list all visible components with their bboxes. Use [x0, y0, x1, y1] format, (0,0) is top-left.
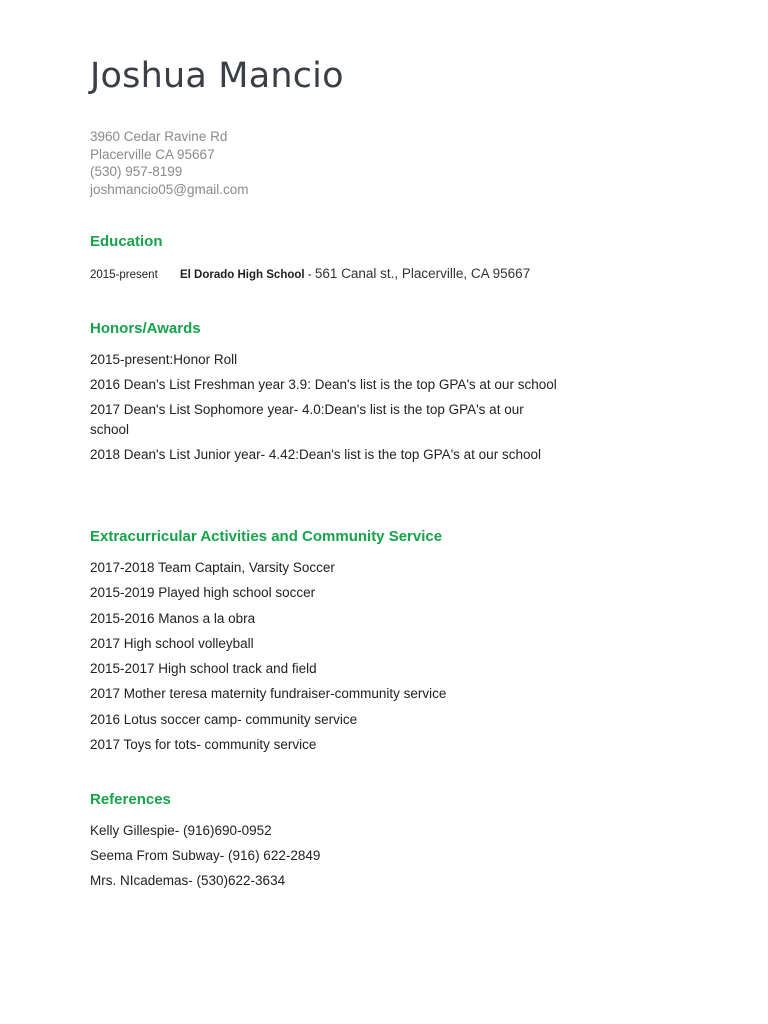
education-school: El Dorado High School	[180, 269, 305, 281]
contact-block	[90, 128, 249, 198]
list-item: 2017 Mother teresa maternity fundraiser-community service	[90, 686, 447, 702]
address-line-2: Placerville CA 95667	[90, 146, 215, 162]
education-address: 561 Canal st., Placerville, CA 95667	[314, 266, 531, 281]
list-item: Mrs. NIcademas- (530)622-3634	[90, 873, 286, 888]
extracurricular-heading: Extracurricular Activities and Community Service	[90, 528, 443, 545]
list-item: 2017-2018 Team Captain, Varsity Soccer	[90, 560, 335, 575]
references-list	[90, 821, 560, 896]
list-item: 2017 Dean's List Sophomore year- 4.0:Dean's list is the top GPA's at our school	[90, 402, 524, 437]
email-address: joshmancio05@gmail.com	[90, 181, 249, 197]
list-item: 2015-present:Honor Roll	[90, 352, 238, 367]
list-item: 2018 Dean's List Junior year- 4.42:Dean's list is the top GPA's at our school	[90, 447, 541, 462]
education-entry	[90, 265, 530, 283]
list-item: 2015-2016 Manos a la obra	[90, 610, 256, 626]
list-item: 2016 Dean's List Freshman year 3.9: Dean's list is the top GPA's at our school	[90, 377, 557, 392]
education-years: 2015-present	[90, 269, 158, 281]
education-heading: Education	[90, 233, 163, 250]
phone-number: (530) 957-8199	[90, 164, 183, 179]
list-item: Kelly Gillespie- (916)690-0952	[90, 823, 272, 838]
list-item: 2016 Lotus soccer camp- community service	[90, 711, 358, 727]
address-line-1: 3960 Cedar Ravine Rd	[90, 129, 228, 144]
honors-heading: Honors/Awards	[90, 320, 201, 337]
honors-list	[90, 350, 560, 470]
list-item: Seema From Subway- (916) 622-2849	[90, 848, 321, 863]
list-item: 2017 Toys for tots- community service	[90, 737, 317, 753]
list-item: 2015-2017 High school track and field	[90, 661, 317, 677]
references-heading: References	[90, 791, 171, 808]
resume-name: Joshua Mancio	[90, 56, 344, 96]
extracurricular-list	[90, 558, 560, 760]
list-item: 2017 High school volleyball	[90, 635, 254, 651]
education-separator: -	[304, 269, 315, 281]
list-item: 2015-2019 Played high school soccer	[90, 585, 316, 601]
